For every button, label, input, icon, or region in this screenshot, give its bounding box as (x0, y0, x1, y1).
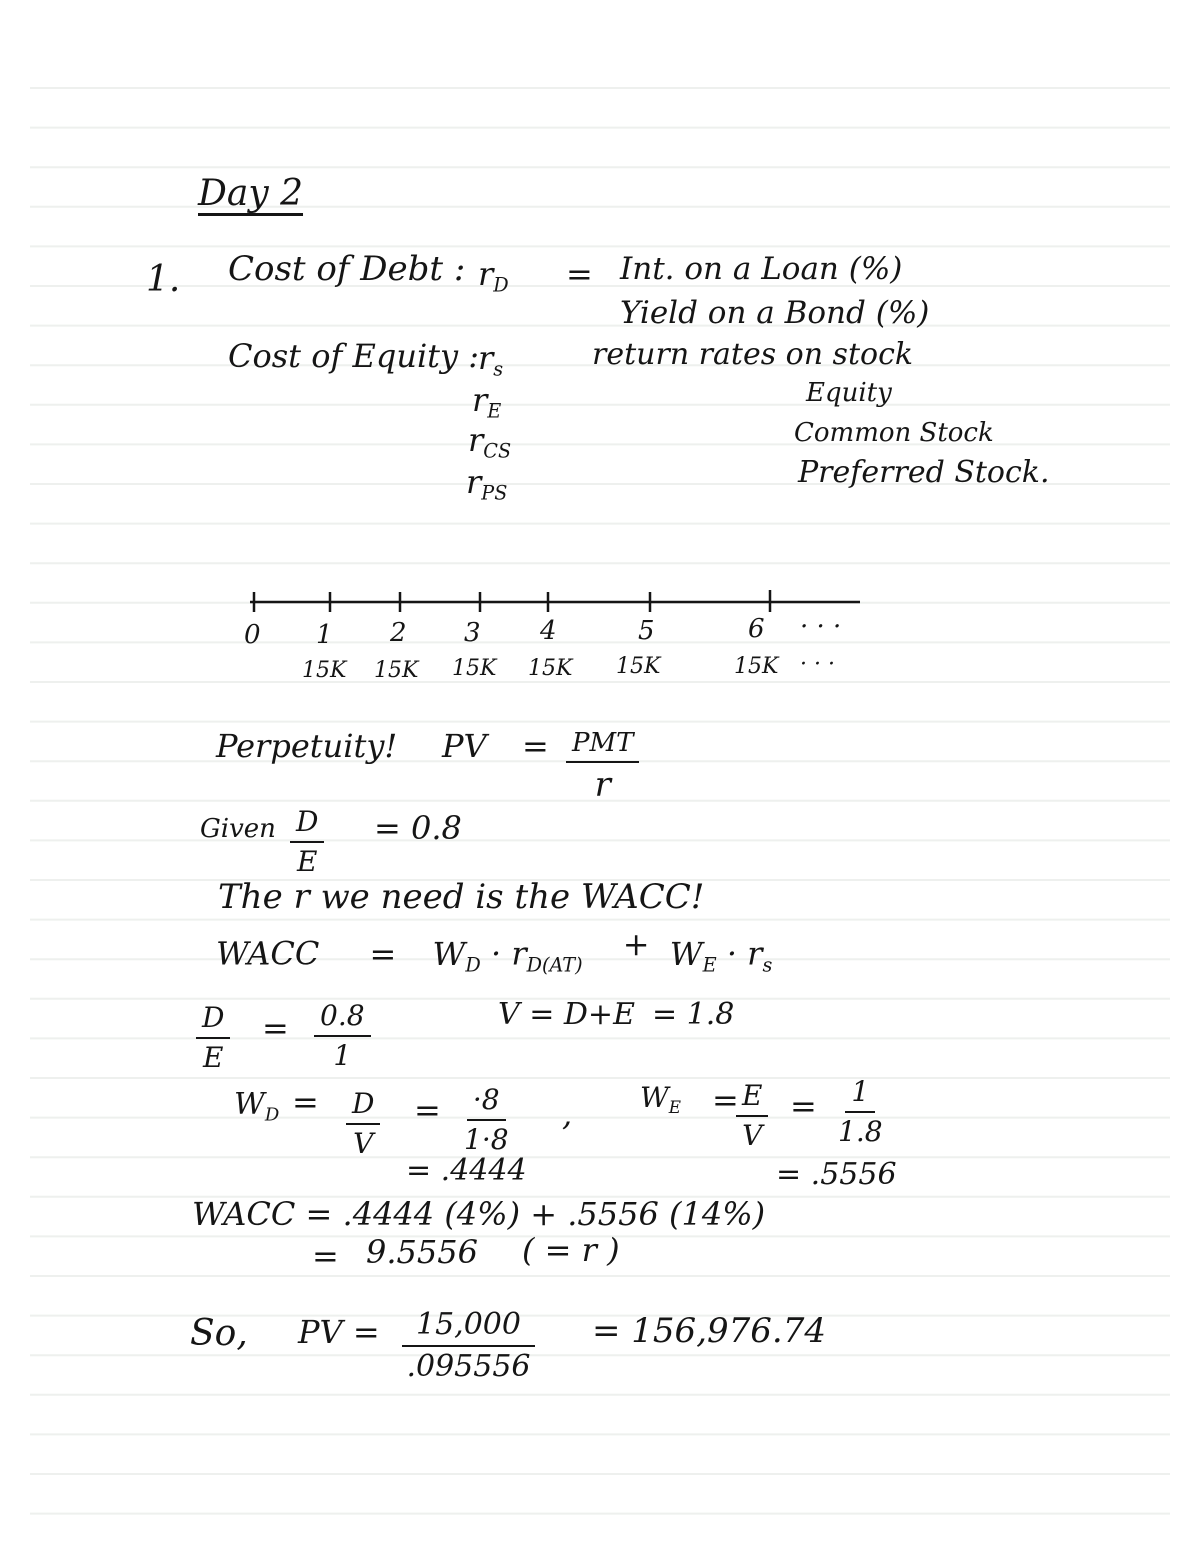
perpetuity-pv: PV (442, 727, 487, 765)
weight-debt-numerator: D (346, 1090, 380, 1125)
perpetuity-numerator: PMT (566, 730, 639, 763)
weight-equity-eq2: = (790, 1087, 817, 1125)
equity-symbol-rps (466, 463, 508, 505)
weight-debt-result: = .4444 (406, 1153, 527, 1188)
perpetuity-equals: = (522, 727, 549, 765)
equity-symbol-re-sub: E (487, 399, 502, 423)
weight-equity-fraction (736, 1079, 768, 1152)
ratio-value-denominator: 1 (333, 1039, 352, 1072)
timeline-period-4: 4 (540, 616, 557, 646)
equity-type-equity: Equity (806, 378, 892, 408)
wacc-result-note: ( = r ) (522, 1231, 620, 1269)
weight-equity-numerator: E (736, 1082, 768, 1117)
page-heading: Day 2 (198, 173, 304, 214)
weight-equity-eq: = (712, 1081, 739, 1119)
wacc-note: The r we need is the WACC! (218, 877, 705, 917)
equity-symbol-re-r: r (472, 381, 488, 419)
wacc-formula-we-sub: E (702, 953, 717, 977)
wacc-formula-eq: = (369, 934, 397, 973)
timeline-payment-4: 15K (528, 656, 573, 681)
wacc-formula-dot1: · (490, 934, 502, 973)
firm-value-expression: V = D+E (498, 997, 635, 1032)
equity-symbol-rs (478, 339, 504, 381)
cost-of-equity-description: return rates on stock (592, 337, 914, 372)
cost-of-debt-definition-bond: Yield on a Bond (%) (620, 295, 930, 331)
ratio-equals: = (262, 1009, 289, 1047)
equity-symbol-rps-sub: PS (481, 481, 508, 505)
weight-debt-label (234, 1087, 280, 1126)
ratio-value-fraction (314, 999, 371, 1072)
final-pv-result: = 156,976.74 (592, 1311, 826, 1351)
cost-of-debt-label: Cost of Debt : (228, 249, 466, 289)
final-so: So, (190, 1313, 248, 1354)
equity-symbol-rs-r: r (478, 339, 494, 377)
weight-debt-value-denominator: 1·8 (464, 1123, 509, 1156)
section-number: 1. (146, 259, 181, 300)
final-pv-denominator: .095556 (406, 1349, 531, 1384)
cost-of-debt-equals: = (566, 255, 593, 293)
weight-comma: , (562, 1095, 573, 1133)
given-numerator: D (290, 808, 324, 843)
equity-symbol-re (472, 381, 502, 423)
weight-debt-value-fraction (464, 1083, 509, 1156)
weight-equity-sub: E (668, 1096, 682, 1117)
weight-debt-value-numerator: ·8 (467, 1086, 506, 1121)
wacc-formula-rd: r (511, 934, 527, 973)
weight-debt-eq2: = (414, 1091, 441, 1129)
equity-symbol-rcs (468, 421, 512, 463)
timeline-payment-2: 15K (374, 658, 419, 683)
given-fraction (290, 805, 324, 878)
wacc-formula-plus: + (622, 925, 650, 963)
wacc-formula-wd: W (432, 934, 466, 973)
cost-of-equity-label: Cost of Equity : (228, 337, 480, 375)
timeline-period-2: 2 (390, 618, 407, 648)
perpetuity-label: Perpetuity! (216, 727, 398, 765)
cost-of-debt-symbol (478, 255, 509, 297)
equity-type-common-stock: Common Stock (794, 418, 994, 448)
perpetuity-fraction (566, 728, 639, 805)
wacc-result-value: 9.5556 (366, 1233, 478, 1271)
weight-equity-value-numerator: 1 (845, 1078, 875, 1113)
ratio-de-denominator: E (203, 1041, 224, 1074)
wacc-result-eq: = (312, 1237, 339, 1275)
given-denominator: E (297, 845, 318, 878)
weight-equity-result: = .5556 (776, 1157, 897, 1192)
given-label: Given (200, 814, 276, 844)
final-pv-numerator: 15,000 (402, 1310, 535, 1347)
equity-symbol-rcs-sub: CS (483, 439, 512, 463)
final-pv-fraction (402, 1307, 535, 1384)
equity-type-preferred-stock: Preferred Stock. (798, 455, 1050, 490)
wacc-calculation: WACC = .4444 (4%) + .5556 (14%) (192, 1195, 766, 1233)
cost-of-debt-definition-loan: Int. on a Loan (%) (620, 251, 903, 287)
ratio-de-fraction (196, 1001, 230, 1074)
wacc-formula-rd-sub: D(AT) (526, 953, 583, 977)
firm-value-result: = 1.8 (652, 997, 735, 1032)
weight-equity-value-fraction (838, 1075, 883, 1148)
cash-flow-timeline (240, 580, 880, 630)
wacc-formula-rs: r (747, 934, 763, 973)
weight-debt-fraction (346, 1087, 380, 1160)
wacc-formula-dot2: · (726, 934, 737, 973)
wacc-formula (216, 925, 773, 977)
given-value: = 0.8 (374, 809, 462, 847)
weight-debt-eq: = (292, 1083, 319, 1121)
weight-equity-label (640, 1081, 682, 1117)
weight-equity-denominator: V (742, 1119, 763, 1152)
equity-symbol-rcs-r: r (468, 421, 484, 459)
timeline-payment-6: 15K (734, 654, 779, 679)
equity-symbol-rs-sub: s (493, 357, 504, 381)
wacc-formula-rs-sub: s (762, 953, 773, 977)
weight-debt-w: W (234, 1087, 265, 1122)
equity-symbol-rps-r: r (466, 463, 482, 501)
timeline-period-6: 6 (748, 614, 765, 644)
timeline-period-0: 0 (244, 620, 261, 650)
perpetuity-denominator: r (594, 765, 611, 805)
timeline-payment-ellipsis: · · · (800, 652, 835, 677)
timeline-payment-1: 15K (302, 658, 347, 683)
timeline-period-1: 1 (316, 620, 333, 650)
timeline-payment-3: 15K (452, 656, 497, 681)
timeline-payment-5: 15K (616, 654, 661, 679)
weight-debt-denominator: V (353, 1127, 374, 1160)
timeline-period-3: 3 (464, 618, 481, 648)
weight-equity-value-denominator: 1.8 (838, 1115, 883, 1148)
ratio-value-numerator: 0.8 (314, 1002, 371, 1037)
timeline-period-5: 5 (638, 616, 655, 646)
wacc-formula-lhs: WACC (216, 934, 320, 973)
wacc-formula-we: W (669, 934, 703, 973)
weight-debt-sub: D (264, 1104, 280, 1126)
cost-of-debt-symbol-sub: D (493, 273, 509, 297)
ratio-de-numerator: D (196, 1004, 230, 1039)
wacc-formula-wd-sub: D (465, 953, 481, 977)
timeline-period-ellipsis: · · · (800, 612, 842, 642)
cost-of-debt-symbol-r: r (478, 255, 494, 293)
final-pv-label: PV = (298, 1313, 380, 1351)
weight-equity-w: W (640, 1081, 669, 1114)
